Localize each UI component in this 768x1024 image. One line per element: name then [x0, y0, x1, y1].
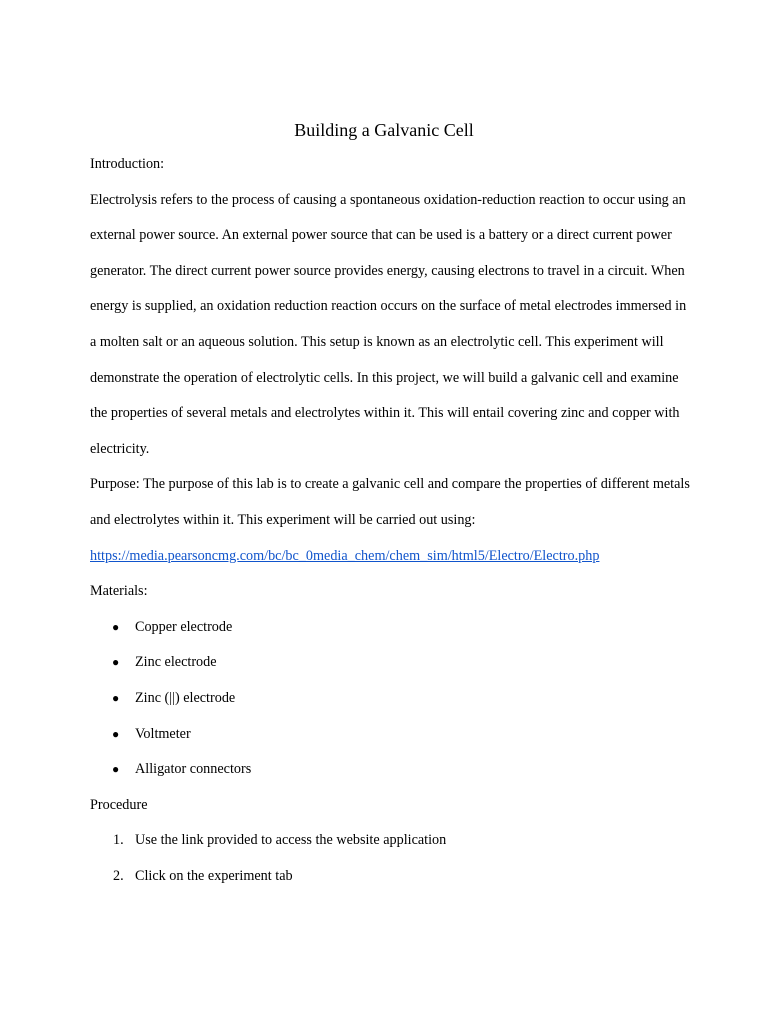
bullet-icon: ● — [112, 655, 120, 670]
step-number: 1. — [113, 832, 124, 849]
procedure-list — [90, 823, 690, 894]
material-label: Voltmeter — [135, 725, 191, 742]
materials-list — [90, 610, 690, 788]
bullet-icon: ● — [112, 762, 120, 777]
bullet-icon: ● — [112, 726, 120, 741]
materials-heading: Materials: — [90, 583, 148, 600]
list-item — [90, 717, 690, 753]
list-item — [90, 859, 690, 895]
list-item — [90, 610, 690, 646]
list-item — [90, 681, 690, 717]
step-number: 2. — [113, 867, 124, 884]
procedure-step-text: Use the link provided to access the website application — [135, 832, 447, 849]
list-item — [90, 645, 690, 681]
procedure-heading: Procedure — [90, 796, 148, 813]
material-label: Zinc (||) electrode — [135, 689, 236, 706]
bullet-icon: ● — [112, 619, 120, 634]
simulation-link[interactable]: https://media.pearsoncmg.com/bc/bc_0media_chem/chem_sim/html5/Electro/Electro.php — [90, 547, 600, 564]
material-label: Zinc electrode — [135, 654, 217, 671]
procedure-step-text: Click on the experiment tab — [135, 867, 293, 884]
document-title: Building a Galvanic Cell — [294, 120, 474, 140]
document-body — [90, 147, 690, 894]
list-item — [90, 823, 690, 859]
simulation-link-line — [90, 539, 690, 575]
introduction-paragraph: Electrolysis refers to the process of causing a spontaneous oxidation-reduction reaction to occur using an external power source. An external power source that can be used is a battery or a direct current power generator. The direct current power source provides energy, causing electrons to travel in a circuit. When energy is supplied, an oxidation reduction reaction occurs on the surface of metal electrodes immersed in a molten salt or an aqueous solution. This setup is known as an electrolytic cell. This experiment will demonstrate the operation of electrolytic cells. In this project, we will build a galvanic cell and examine the properties of several metals and electrolytes within it. This will entail covering zinc and copper with electricity. — [90, 191, 687, 457]
material-label: Alligator connectors — [135, 761, 252, 778]
introduction-heading: Introduction: — [90, 156, 165, 172]
purpose-paragraph: Purpose: The purpose of this lab is to create a galvanic cell and compare the properties of different metals and electrolytes within it. This experiment will be carried out using: — [90, 476, 690, 528]
material-label: Copper electrode — [135, 618, 233, 635]
list-item — [90, 752, 690, 788]
bullet-icon: ● — [112, 690, 120, 705]
